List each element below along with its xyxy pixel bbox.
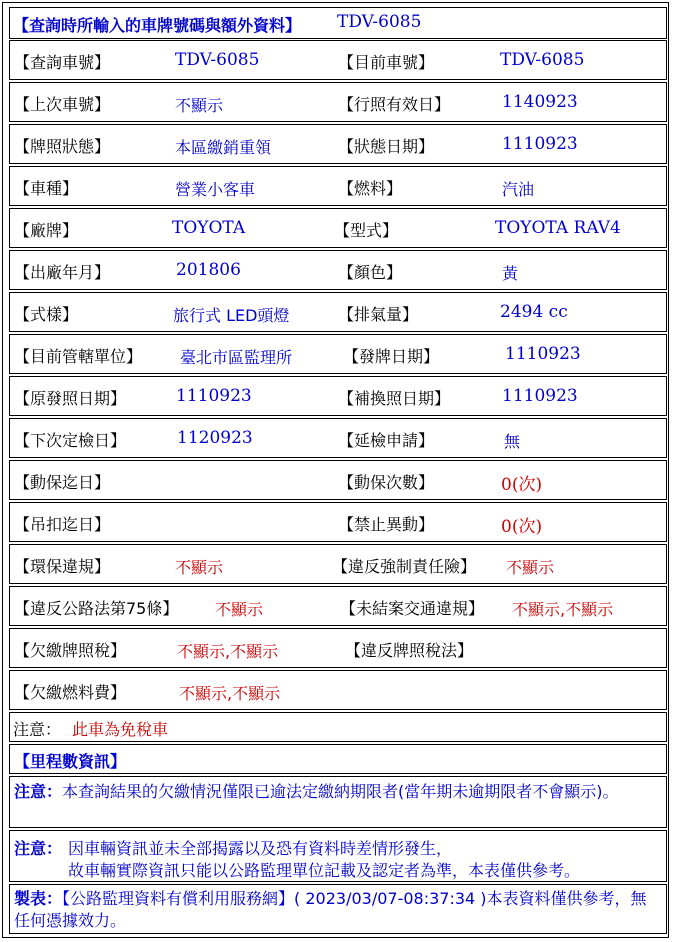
value-plate-status: 本區繳銷重領 (175, 138, 272, 157)
row-2 (9, 124, 667, 164)
label-vehicle-type: 【車種】 (14, 179, 79, 198)
arrears-notice-text: 本查詢結果的欠繳情況僅限已逾法定繳納期限者(當年期未逾期限者不會顯示)。 (62, 782, 619, 801)
label-style: 【式樣】 (14, 305, 79, 324)
header-row (9, 7, 667, 39)
value-previous-plate: 不顯示 (175, 96, 224, 115)
row-12 (9, 544, 667, 584)
row-10 (9, 460, 667, 500)
value-manufacture-date: 201806 (176, 260, 241, 280)
label-compulsory-insurance-violation: 【違反強制責任險】 (332, 557, 477, 576)
label-manufacture-date: 【出廠年月】 (14, 263, 111, 282)
arrears-notice-label: 注意： (14, 782, 63, 801)
value-status-date: 1110923 (502, 134, 578, 154)
label-issue-date: 【發牌日期】 (343, 347, 440, 366)
label-model: 【型式】 (334, 221, 399, 240)
row-15 (9, 670, 667, 710)
value-jurisdiction: 臺北市區監理所 (180, 348, 293, 367)
row-13 (9, 586, 667, 626)
disclaimer-line-1: 因車輛資訊並未全部揭露以及恐有資料時差情形發生， (68, 839, 453, 858)
label-unpaid-license-tax: 【欠繳牌照稅】 (14, 641, 127, 660)
value-style: 旅行式 LED頭燈 (173, 306, 290, 325)
value-chattel-mortgage-count: 0(次) (501, 475, 543, 495)
row-7 (9, 334, 667, 374)
label-license-valid: 【行照有效日】 (338, 95, 451, 114)
label-jurisdiction: 【目前管轄單位】 (14, 347, 143, 366)
label-transfer-prohibited: 【禁止異動】 (338, 515, 435, 534)
value-highway-act-75: 不顯示 (215, 600, 264, 619)
label-unsettled-traffic-violation: 【未結案交通違規】 (340, 599, 485, 618)
label-original-license-date: 【原發照日期】 (14, 389, 127, 408)
mileage-section (9, 744, 667, 774)
value-fuel: 汽油 (502, 180, 535, 199)
value-vehicle-type: 營業小客車 (175, 180, 256, 199)
label-inspection-extension: 【延檢申請】 (338, 431, 435, 450)
value-displacement: 2494 cc (500, 302, 568, 322)
row-11 (9, 502, 667, 542)
value-original-license-date: 1110923 (176, 386, 252, 406)
label-chattel-mortgage-end: 【動保迄日】 (14, 473, 111, 492)
tax-exempt-notice (9, 712, 667, 742)
header-title: 【查詢時所輸入的車牌號碼與額外資料】 (13, 16, 302, 35)
label-query-plate: 【查詢車號】 (14, 53, 111, 72)
value-next-inspection: 1120923 (177, 428, 253, 448)
footer-source: 【公路監理資料有償利用服務網】 (62, 889, 295, 908)
row-14 (9, 628, 667, 668)
row-8 (9, 376, 667, 416)
value-unpaid-fuel-fee: 不顯示,不顯示 (179, 684, 281, 703)
row-9 (9, 418, 667, 458)
footer (9, 884, 667, 934)
arrears-notice-body (14, 781, 662, 803)
header-plate: TDV-6085 (337, 12, 422, 32)
row-6 (9, 292, 667, 332)
value-license-valid: 1140923 (502, 92, 578, 112)
value-compulsory-insurance-violation: 不顯示 (506, 558, 555, 577)
label-current-plate: 【目前車號】 (338, 53, 435, 72)
value-inspection-extension: 無 (504, 432, 521, 451)
row-5 (9, 250, 667, 290)
arrears-notice (9, 776, 667, 828)
label-fuel: 【燃料】 (338, 179, 403, 198)
label-color: 【顏色】 (338, 263, 403, 282)
label-previous-plate: 【上次車號】 (14, 95, 111, 114)
label-next-inspection: 【下次定檢日】 (14, 431, 127, 450)
label-plate-status: 【牌照狀態】 (14, 137, 111, 156)
value-color: 黃 (502, 264, 519, 283)
value-issue-date: 1110923 (505, 344, 581, 364)
row-1 (9, 82, 667, 122)
footer-body (14, 888, 662, 932)
label-chattel-mortgage-count: 【動保次數】 (338, 473, 435, 492)
row-4 (9, 208, 667, 248)
value-model: TOYOTA RAV4 (495, 218, 621, 238)
value-query-plate: TDV-6085 (175, 50, 260, 70)
disclaimer-line-2: 故車輛實際資訊只能以公路監理單位記載及認定者為準，本表僅供參考。 (68, 861, 581, 880)
report-container (2, 2, 669, 938)
value-unpaid-license-tax: 不顯示,不顯示 (177, 642, 279, 661)
label-license-tax-violation: 【違反牌照稅法】 (345, 641, 474, 660)
label-reissue-date: 【補換照日期】 (338, 389, 451, 408)
notice-text: 此車為免稅車 (72, 720, 169, 739)
footer-text: 本表資料僅供參考，無任何憑據效力。 (14, 889, 647, 930)
value-current-plate: TDV-6085 (500, 50, 585, 70)
value-brand: TOYOTA (172, 218, 246, 238)
row-0 (9, 40, 667, 80)
label-suspension-end: 【吊扣迄日】 (14, 515, 111, 534)
footer-timestamp: ( 2023/03/07-08:37:34 ) (294, 889, 487, 908)
disclaimer-label: 注意： (14, 839, 63, 858)
label-unpaid-fuel-fee: 【欠繳燃料費】 (14, 683, 127, 702)
label-highway-act-75: 【違反公路法第75條】 (14, 599, 179, 618)
value-reissue-date: 1110923 (502, 386, 578, 406)
value-transfer-prohibited: 0(次) (501, 517, 543, 537)
mileage-title: 【里程數資訊】 (14, 752, 127, 771)
label-brand: 【廠牌】 (14, 221, 79, 240)
footer-label: 製表： (14, 889, 63, 908)
value-unsettled-traffic-violation: 不顯示,不顯示 (512, 600, 614, 619)
label-displacement: 【排氣量】 (338, 305, 419, 324)
row-3 (9, 166, 667, 206)
value-environmental-violation: 不顯示 (175, 558, 224, 577)
disclaimer-notice (9, 830, 667, 882)
label-status-date: 【狀態日期】 (338, 137, 435, 156)
notice-label: 注意： (13, 720, 62, 739)
label-environmental-violation: 【環保違規】 (14, 557, 111, 576)
